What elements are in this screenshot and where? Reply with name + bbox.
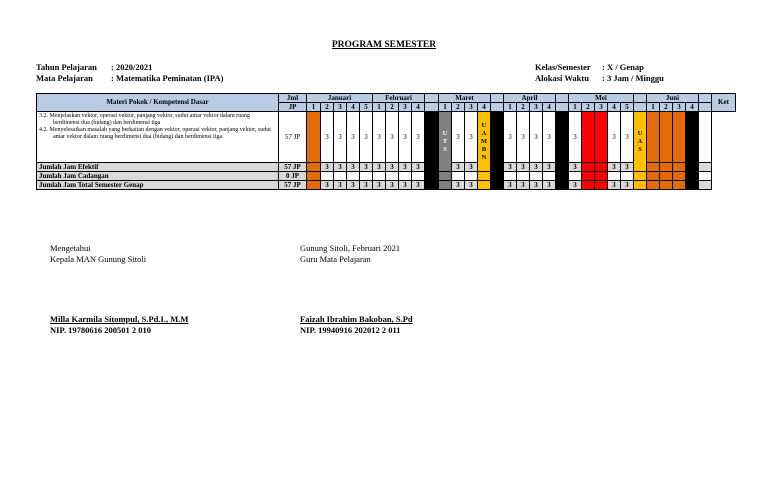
vertical-letter: U [442,129,448,137]
spacer-cell [634,94,647,103]
jp-cell: 3 [347,181,360,190]
jp-cell: 3 [621,181,634,190]
week-number: 4 [686,103,699,112]
jp-cell: 3 [543,163,556,172]
jp-cell: 3 [621,112,634,163]
week-number: 2 [517,103,530,112]
uambn-cell [478,181,491,190]
empty-cell [334,172,347,181]
holiday-cell [647,172,660,181]
spacer-cell [491,94,504,103]
month-juni: Juni [647,94,699,103]
holiday-cell [582,172,595,181]
separator-cell [556,181,569,190]
jp-cell: 3 [530,181,543,190]
jam-cadangan-label: Jumlah Jam Cadangan [37,172,279,181]
jp-cell: 3 [452,163,465,172]
uts-cell [439,112,452,172]
holiday-cell [307,112,321,163]
vertical-letter: U [637,129,643,137]
week-number: 3 [399,103,412,112]
week-number: 2 [321,103,334,112]
empty-cell [386,172,399,181]
empty-cell [543,172,556,181]
holiday-cell [582,112,595,163]
week-number: 4 [478,103,491,112]
uts-label [439,130,451,154]
uts-cell [439,181,452,190]
separator-cell [425,181,439,190]
kd-row [37,112,736,163]
jp-cell: 3 [399,112,412,163]
holiday-cell [595,172,608,181]
holiday-cell [673,181,686,190]
holiday-cell [660,172,673,181]
empty-cell [399,172,412,181]
holiday-cell [673,172,686,181]
separator-cell [686,163,699,172]
holiday-cell [660,112,673,163]
separator-cell [686,112,699,163]
separator-cell [425,172,439,181]
mapel-label: Mata Pelajaran [36,73,93,83]
holiday-cell [595,112,608,163]
jp-cell: 3 [608,112,621,163]
holiday-cell [595,163,608,172]
empty-cell [621,172,634,181]
guru-text: Guru Mata Pelajaran [300,254,371,264]
holiday-cell [660,163,673,172]
jp-cell: 3 [504,163,517,172]
kepala-name: Milla Karmila Sitompul, S.Pd.I., M.M [50,314,189,324]
mapel-value: : Matematika Peminatan (IPA) [111,73,224,83]
empty-cell [569,172,582,181]
week-number: 5 [360,103,373,112]
week-number: 2 [452,103,465,112]
jp-cell: 3 [412,112,425,163]
jp-cell: 3 [543,181,556,190]
document-title: PROGRAM SEMESTER [331,40,437,50]
uas-cell [634,172,647,181]
header-jml: Jml [279,94,307,103]
jp-cell: 3 [530,112,543,163]
week-number: 1 [504,103,517,112]
holiday-cell [647,163,660,172]
week-number: 1 [439,103,452,112]
empty-cell [321,172,334,181]
header-ket: Ket [712,94,736,112]
holiday-cell [660,181,673,190]
jp-cell: 3 [321,163,334,172]
kd-4-2: 4.2. Menyelesaikan masalah yang berkaitan dengan vektor, operasi vektor, panjang vektor, sudut antar vektor dalam ruang berdimensi dua (bidang) dan berdimensi tiga [39,127,271,140]
header-materi: Materi Pokok / Kompetensi Dasar [37,94,279,112]
ket-cell [699,163,712,172]
holiday-cell [307,172,321,181]
holiday-cell [307,181,321,190]
jp-cell: 3 [321,181,334,190]
kepala-text: Kepala MAN Gunung Sitoli [50,254,147,264]
week-number: 2 [660,103,673,112]
jp-cell: 3 [504,112,517,163]
separator-cell [491,112,504,163]
jp-cell: 3 [465,181,478,190]
week-number: 3 [465,103,478,112]
week-number: 5 [621,103,634,112]
week-number: 3 [673,103,686,112]
mengetahui-text: Mengetahui [50,243,91,253]
vertical-letter: B [481,145,487,153]
uambn-cell [478,172,491,181]
alokasi-value: : 3 Jam / Minggu [602,73,664,83]
spacer-cell [556,103,569,112]
jam-cadangan-jp: 0 JP [279,172,307,181]
week-number: 3 [530,103,543,112]
separator-cell [491,181,504,190]
week-number: 1 [373,103,386,112]
uts-cell [439,172,452,181]
jp-cell: 3 [386,112,399,163]
header-jp: JP [279,103,307,112]
week-number: 2 [582,103,595,112]
jp-cell: 3 [373,181,386,190]
separator-cell [556,172,569,181]
jp-cell: 3 [347,163,360,172]
vertical-letter: T [442,137,448,145]
jam-efektif-jp: 57 JP [279,163,307,172]
jp-cell: 3 [543,112,556,163]
vertical-letter: A [637,137,643,145]
kelas-label: Kelas/Semester [535,62,591,72]
separator-cell [686,172,699,181]
jp-cell: 3 [569,163,582,172]
separator-cell [556,163,569,172]
empty-cell [504,172,517,181]
jp-cell: 3 [517,163,530,172]
holiday-cell [647,181,660,190]
holiday-cell [582,181,595,190]
week-number: 2 [386,103,399,112]
signature-right [300,243,413,336]
week-number: 3 [595,103,608,112]
jp-cell: 3 [373,163,386,172]
jp-cell: 3 [334,163,347,172]
jp-cell: 3 [399,163,412,172]
kd-jp: 57 JP [279,112,307,163]
uas-cell [634,112,647,172]
separator-cell [425,112,439,163]
uas-label [634,130,646,154]
week-number: 4 [608,103,621,112]
spacer-cell [425,103,439,112]
empty-cell [608,172,621,181]
month-april: April [504,94,556,103]
separator-cell [556,112,569,163]
alokasi-label: Alokasi Waktu [535,73,589,83]
jam-total-jp: 57 JP [279,181,307,190]
empty-cell [347,172,360,181]
empty-cell [360,172,373,181]
row-jam-total [37,181,736,190]
jp-cell: 3 [452,112,465,163]
jp-cell: 3 [621,163,634,172]
jp-cell: 3 [530,163,543,172]
spacer-cell [556,94,569,103]
spacer-cell [699,103,712,112]
jp-cell: 3 [517,181,530,190]
week-number: 1 [647,103,660,112]
info-right [535,62,664,84]
tahun-value: : 2020/2021 [111,62,153,72]
uas-cell [634,181,647,190]
jp-cell: 3 [334,112,347,163]
jam-total-label: Jumlah Jam Total Semester Genap [37,181,279,190]
vertical-letter: M [480,137,488,145]
vertical-letter: S [638,145,642,153]
spacer-cell [491,103,504,112]
jp-cell: 3 [465,163,478,172]
ket-cell [699,172,712,181]
ket-cell [699,181,712,190]
holiday-cell [595,181,608,190]
jp-cell: 3 [386,181,399,190]
jp-cell: 3 [399,181,412,190]
program-semester-table [36,93,736,190]
vertical-letter: S [443,145,447,153]
signature-left [50,243,188,336]
jp-cell: 3 [517,112,530,163]
separator-cell [491,172,504,181]
guru-nip: NIP. 19940916 202012 2 011 [300,325,401,335]
jp-cell: 3 [452,181,465,190]
empty-cell [517,172,530,181]
empty-cell [373,172,386,181]
kepala-nip: NIP. 19780616 200501 2 010 [50,325,151,335]
week-number: 4 [347,103,360,112]
empty-cell [465,172,478,181]
jp-cell: 3 [569,181,582,190]
kd-text-cell [37,112,279,163]
holiday-cell [582,163,595,172]
header-row-months [37,94,736,103]
month-januari: Januari [307,94,373,103]
jp-cell: 3 [321,112,334,163]
guru-name: Faizah Ibrahim Bakoban, S.Pd [300,314,413,324]
empty-cell [412,172,425,181]
week-number: 4 [412,103,425,112]
spacer-cell [425,94,439,103]
jp-cell: 3 [412,163,425,172]
jp-cell: 3 [504,181,517,190]
jp-cell: 3 [386,163,399,172]
month-maret: Maret [439,94,491,103]
uambn-label [478,122,490,162]
uambn-cell [478,112,491,172]
jp-cell: 3 [412,181,425,190]
spacer-cell [634,103,647,112]
month-februari: Februari [373,94,425,103]
jp-cell: 3 [360,163,373,172]
vertical-letter: A [481,129,487,137]
row-jam-efektif [37,163,736,172]
separator-cell [491,163,504,172]
jp-cell: 3 [465,112,478,163]
jp-cell: 3 [569,112,582,163]
month-mei: Mei [569,94,634,103]
holiday-cell [673,112,686,163]
empty-cell [452,172,465,181]
holiday-cell [647,112,660,163]
spacer-cell [699,94,712,103]
ket-cell [699,112,712,163]
holiday-cell [673,163,686,172]
separator-cell [425,163,439,172]
kelas-value: : X / Genap [602,62,644,72]
jam-efektif-label: Jumlah Jam Efektif [37,163,279,172]
jp-cell: 3 [373,112,386,163]
week-number: 3 [334,103,347,112]
holiday-cell [307,163,321,172]
jp-cell: 3 [608,181,621,190]
tahun-label: Tahun Pelajaran [36,62,97,72]
vertical-letter: N [481,153,487,161]
week-number: 1 [569,103,582,112]
jp-cell: 3 [360,181,373,190]
jp-cell: 3 [608,163,621,172]
row-jam-cadangan [37,172,736,181]
week-number: 1 [307,103,321,112]
jp-cell: 3 [347,112,360,163]
week-number: 4 [543,103,556,112]
vertical-letter: U [481,121,487,129]
kd-3-2: 3.2. Menjelaskan vektor, operasi vektor, panjang vektor, sudut antar vektor dalam ruang berdimensi dua (bidang) dan berdimensi tiga [39,113,250,126]
info-left [36,62,223,84]
jp-cell: 3 [360,112,373,163]
place-date-text: Gunung Sitoli, Februari 2021 [300,243,401,253]
separator-cell [686,181,699,190]
empty-cell [530,172,543,181]
jp-cell: 3 [334,181,347,190]
